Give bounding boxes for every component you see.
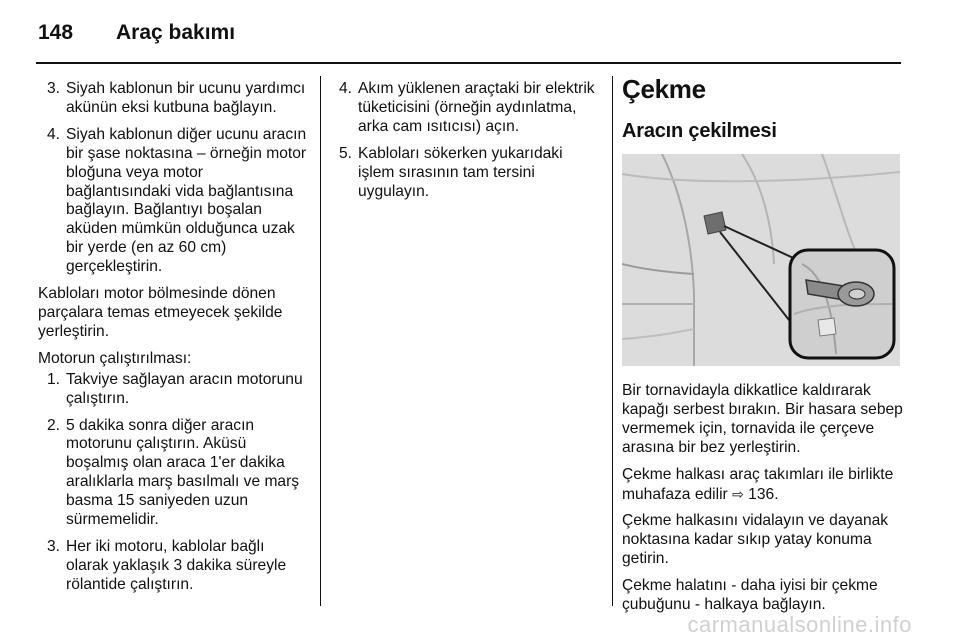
body-paragraph: Bir tornavidayla dikkatlice kaldırarak kapağı serbest bırakın. Bir hasara sebep vermemek için, tornavida ile çerçeve arasına bir bez yerleştirin. <box>622 382 903 456</box>
body-paragraph <box>622 466 906 505</box>
section-heading: Çekme <box>622 74 706 104</box>
list-item <box>40 417 310 530</box>
chapter-title: Araç bakımı <box>116 21 236 44</box>
body-paragraph: Çekme halkasını vidalayın ve dayanak noktasına kadar sıkıp yatay konuma getirin. <box>622 512 889 568</box>
list-item <box>330 145 602 202</box>
page-number: 148 <box>38 21 74 44</box>
section-subheading: Aracın çekilmesi <box>622 120 777 142</box>
watermark: carmanualsonline.info <box>687 612 912 637</box>
list-item <box>330 80 602 137</box>
step-number: 3. <box>46 537 60 555</box>
list-item <box>40 538 310 595</box>
step-text: Takviye sağlayan aracın motorunu çalıştırın. <box>66 370 303 407</box>
column-3 <box>622 74 906 623</box>
steps-list-b <box>40 371 310 595</box>
column-1 <box>38 80 310 603</box>
body-paragraph: Çekme halatını - daha iyisi bir çekme çubuğunu - halkaya bağlayın. <box>622 577 878 614</box>
step-text: Kabloları sökerken yukarıdaki işlem sırasının tam tersini uygulayın. <box>358 144 563 200</box>
paragraph-text: Çekme halkası araç takımları ile birlikte muhafaza edilir <box>622 465 894 503</box>
step-text: 5 dakika sonra diğer aracın motorunu çalıştırın. Aküsü boşalmış olan araca 1'er dakika aralıklarla marş basılmalı ve marş basma 15 saniyeden uzun sürmemelidir. <box>66 416 300 529</box>
header-rule <box>36 62 901 64</box>
page-header <box>38 20 235 46</box>
list-item <box>38 80 310 118</box>
body-paragraph: Motorun çalıştırılması: <box>38 349 192 367</box>
step-number: 5. <box>338 144 352 162</box>
step-number: 1. <box>46 370 60 388</box>
step-text: Siyah kablonun bir ucunu yardımcı akünün eksi kutbuna bağlayın. <box>66 80 306 116</box>
column-divider-1 <box>320 76 321 606</box>
step-number: 2. <box>46 416 60 434</box>
step-number: 4. <box>338 80 352 97</box>
page-reference-icon: ⇨ <box>732 485 744 502</box>
list-item <box>40 371 310 409</box>
column-divider-2 <box>612 76 613 606</box>
steps-list-a <box>38 80 310 277</box>
tow-eye-cover-illustration <box>622 154 900 366</box>
step-number: 3. <box>46 80 60 97</box>
list-item <box>38 126 310 277</box>
steps-list-c <box>330 80 602 201</box>
step-text: Siyah kablonun diğer ucunu aracın bir şase noktasına – örneğin motor bloğuna veya motor bağlantısındaki vida bağlantısına bağlayın. Bağlantıyı boşalan aküden mümkün olduğunca uzak bir yerde (en az 60 cm) gerçekleştirin. <box>66 125 307 276</box>
step-text: Akım yüklenen araçtaki bir elektrik tüketicisini (örneğin aydınlatma, arka cam ısıtıcısı) açın. <box>358 80 595 135</box>
body-paragraph: Kabloları motor bölmesinde dönen parçalara temas etmeyecek şekilde yerleştirin. <box>38 285 283 340</box>
page-reference: 136. <box>748 485 779 503</box>
step-text: Her iki motoru, kablolar bağlı olarak yaklaşık 3 dakika süreyle rölantide çalıştırın. <box>66 537 287 593</box>
column-2 <box>330 80 602 209</box>
step-number: 4. <box>46 125 60 143</box>
